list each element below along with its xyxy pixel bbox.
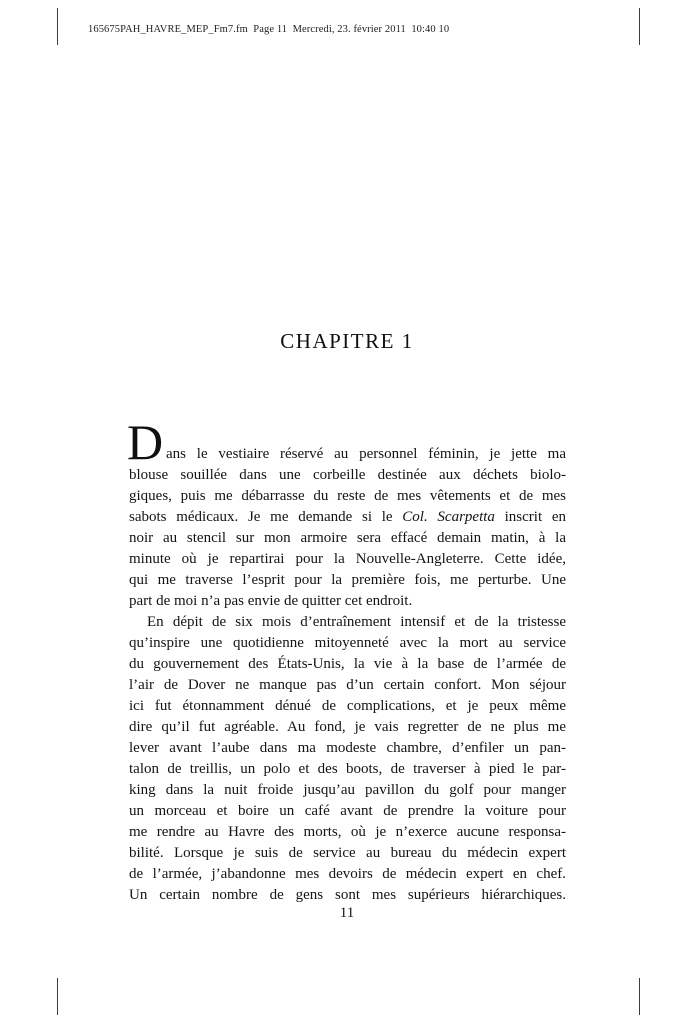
text-line — [129, 843, 566, 864]
text-line — [129, 486, 566, 507]
drop-cap: D — [127, 414, 164, 470]
crop-mark-top-right — [639, 8, 640, 45]
text-line — [129, 717, 566, 738]
crop-mark-bottom-left — [57, 978, 58, 1015]
text-line — [129, 612, 566, 633]
text-segment: l’air de Dover ne manque pas d’un certain confort. Mon séjour — [129, 677, 566, 693]
text-line — [129, 675, 566, 696]
text-segment: En dépit de six mois d’entraînement intensif et de la tristesse — [147, 614, 566, 630]
paragraph — [127, 414, 566, 612]
crop-mark-bottom-right — [639, 978, 640, 1015]
text-segment: ici fut étonnamment dénué de complications, et je peux même — [129, 698, 566, 714]
text-segment: ans le vestiaire réservé au personnel féminin, je jette ma — [166, 446, 566, 462]
text-line — [129, 822, 566, 843]
text-segment: minute où je repartirai pour la Nouvelle-Angleterre. Cette idée, — [129, 551, 566, 567]
text-segment: dire qu’il fut agréable. Au fond, je vais regretter de ne plus me — [129, 719, 566, 735]
text-segment: talon de treillis, un polo et des boots, de traverser à pied le par- — [129, 761, 566, 777]
print-job-header: 165675PAH_HAVRE_MEP_Fm7.fm Page 11 Mercredi, 23. février 2011 10:40 10 — [88, 24, 450, 35]
paragraph — [129, 612, 566, 906]
text-line — [129, 696, 566, 717]
text-segment: qui me traverse l’esprit pour la première fois, me perturbe. Une — [129, 572, 566, 588]
text-segment: lever avant l’aube dans ma modeste chambre, d’enfiler un pan- — [129, 740, 566, 756]
text-line — [129, 465, 566, 486]
text-segment: king dans la nuit froide jusqu’au pavillon du golf pour manger — [129, 782, 566, 798]
text-line — [129, 549, 566, 570]
text-segment: du gouvernement des États-Unis, la vie à la base de l’armée de — [129, 656, 566, 672]
text-segment: de l’armée, j’abandonne mes devoirs de médecin expert en chef. — [129, 866, 566, 882]
text-line — [129, 570, 566, 591]
italic-text: Col. Scarpetta — [402, 509, 495, 525]
text-line — [129, 528, 566, 549]
text-line — [129, 780, 566, 801]
text-line — [129, 633, 566, 654]
text-segment: bilité. Lorsque je suis de service au bureau du médecin expert — [129, 845, 566, 861]
text-segment: qu’inspire une quotidienne mitoyenneté avec la mort au service — [129, 635, 566, 651]
text-line — [129, 507, 566, 528]
crop-mark-top-left — [57, 8, 58, 45]
page-number: 11 — [339, 905, 355, 921]
text-line — [129, 654, 566, 675]
text-segment: inscrit en — [494, 509, 566, 525]
text-segment: me rendre au Havre des morts, où je n’exerce aucune responsa- — [129, 824, 566, 840]
text-line — [129, 759, 566, 780]
text-segment: part de moi n’a pas envie de quitter cet endroit. — [129, 593, 413, 609]
chapter-title: CHAPITRE 1 — [280, 329, 414, 353]
body-text — [127, 414, 566, 906]
text-line — [129, 738, 566, 759]
text-line — [129, 444, 566, 465]
text-line — [129, 864, 566, 885]
text-segment: Un certain nombre de gens sont mes supérieurs hiérarchiques. — [129, 887, 566, 903]
text-segment: giques, puis me débarrasse du reste de mes vêtements et de mes — [129, 488, 566, 504]
text-segment: un morceau et boire un café avant de prendre la voiture pour — [129, 803, 566, 819]
text-segment: blouse souillée dans une corbeille destinée aux déchets biolo- — [129, 467, 566, 483]
text-line — [129, 801, 566, 822]
text-segment: noir au stencil sur mon armoire sera effacé demain matin, à la — [129, 530, 566, 546]
text-line — [129, 885, 566, 906]
text-line — [129, 591, 566, 612]
text-segment: sabots médicaux. Je me demande si le — [129, 509, 403, 525]
